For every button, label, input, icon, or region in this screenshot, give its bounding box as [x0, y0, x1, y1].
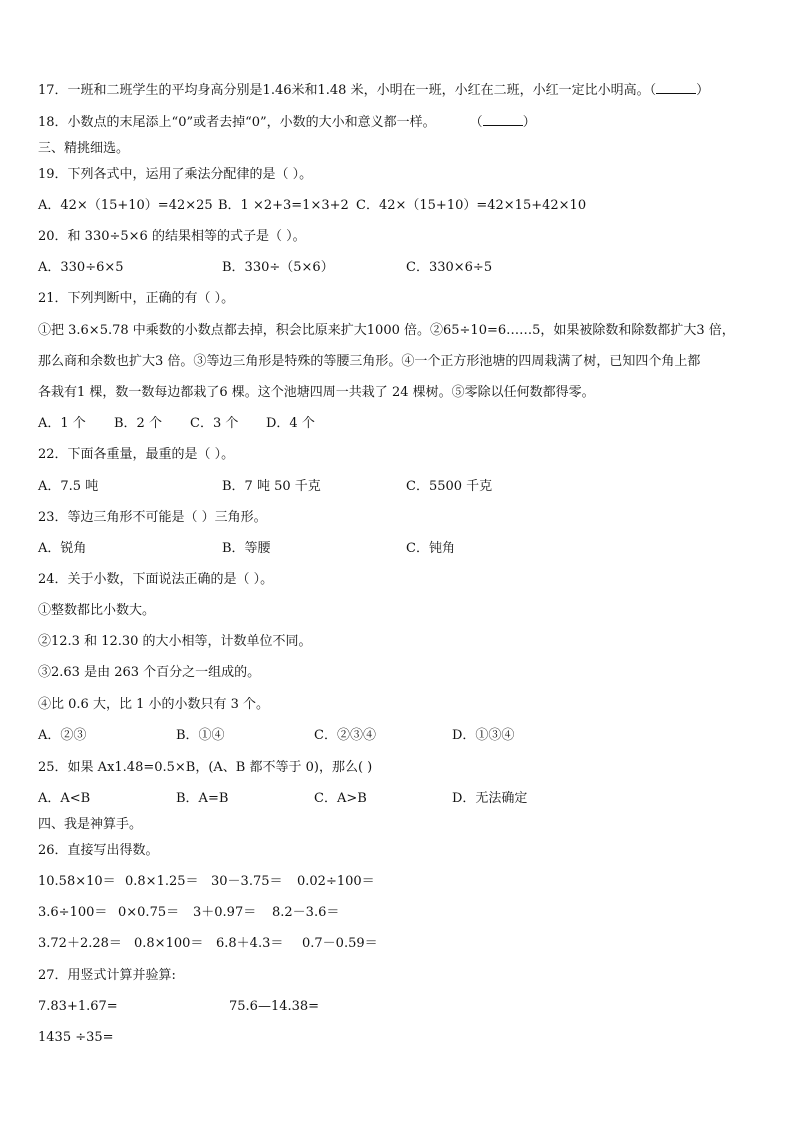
option-24-d[interactable]: D．①③④ — [452, 728, 515, 743]
question-20: 20．和 330÷5×6 的结果相等的式子是（ ）。 — [38, 229, 306, 244]
option-23-b[interactable]: B．等腰 — [222, 541, 271, 556]
calc-item: 0.8×1.25＝ — [125, 874, 199, 889]
question-25: 25．如果 Ax1.48=0.5×B，(A、B 都不等于 0)，那么( ) — [38, 760, 373, 775]
calc-item: 0×0.75＝ — [118, 905, 180, 920]
option-22-c[interactable]: C．5500 千克 — [406, 479, 493, 494]
option-19-b[interactable]: B．1 ×2+3=1×3+2 — [218, 198, 349, 213]
option-24-c[interactable]: C．②③④ — [314, 728, 376, 743]
question-21: 21．下列判断中，正确的有（ ）。 — [38, 291, 235, 306]
calc-item: 6.8＋4.3＝ — [216, 936, 284, 951]
option-19-c[interactable]: C．42×（15+10）=42×15+42×10 — [356, 198, 587, 213]
blank-open: （ — [469, 115, 483, 130]
question-21-statement-line-2: 那么商和余数也扩大3 倍。③等边三角形是特殊的等腰三角形。④一个正方形池塘的四周栽满了树，已知四个角上都 — [38, 354, 701, 369]
answer-blank-18[interactable] — [483, 125, 523, 126]
question-24-statement-2: ②12.3 和 12.30 的大小相等，计数单位不同。 — [38, 634, 312, 649]
answer-blank-17[interactable] — [656, 93, 696, 94]
option-24-b[interactable]: B．①④ — [176, 728, 225, 743]
question-18-text: 18．小数点的末尾添上“0”或者去掉“0”，小数的大小和意义都一样。 — [38, 115, 436, 130]
question-27: 27．用竖式计算并验算: — [38, 968, 176, 983]
blank-close: ） — [696, 83, 710, 98]
option-23-a[interactable]: A．锐角 — [38, 541, 87, 556]
calc-item: 0.02÷100＝ — [297, 874, 375, 889]
question-18 — [38, 115, 536, 131]
option-25-d[interactable]: D．无法确定 — [452, 791, 528, 806]
question-22: 22．下面各重量，最重的是（ ）。 — [38, 447, 235, 462]
calc-item: 0.7－0.59＝ — [302, 936, 378, 951]
option-20-c[interactable]: C．330×6÷5 — [406, 260, 493, 275]
calc-item: 10.58×10＝ — [38, 874, 116, 889]
blank-close: ） — [522, 115, 536, 130]
option-21-d[interactable]: D．4 个 — [266, 416, 315, 431]
option-19-a[interactable]: A．42×（15+10）=42×25 — [38, 198, 213, 213]
option-21-a[interactable]: A．1 个 — [38, 416, 86, 431]
option-25-a[interactable]: A．A<B — [38, 791, 91, 806]
section-3-heading: 三、精挑细选。 — [38, 141, 130, 156]
vertical-calc-item: 75.6—14.38= — [229, 999, 320, 1014]
question-24-statement-1: ①整数都比小数大。 — [38, 603, 156, 618]
option-24-a[interactable]: A．②③ — [38, 728, 87, 743]
question-17-text: 17．一班和二班学生的平均身高分别是1.46米和1.48 米，小明在一班，小红在二班，小红一定比小明高。 — [38, 83, 650, 98]
question-23: 23．等边三角形不可能是（ ）三角形。 — [38, 510, 267, 525]
option-20-a[interactable]: A．330÷6×5 — [38, 260, 124, 275]
option-20-b[interactable]: B．330÷（5×6） — [222, 260, 334, 275]
question-17 — [38, 83, 709, 99]
option-25-b[interactable]: B．A=B — [176, 791, 229, 806]
option-25-c[interactable]: C．A>B — [314, 791, 367, 806]
question-19: 19．下列各式中，运用了乘法分配律的是（ ）。 — [38, 167, 313, 182]
option-23-c[interactable]: C．钝角 — [406, 541, 455, 556]
calc-item: 8.2－3.6＝ — [272, 905, 340, 920]
question-24-statement-4: ④比 0.6 大，比 1 小的小数只有 3 个。 — [38, 697, 270, 712]
question-24: 24．关于小数，下面说法正确的是（ ）。 — [38, 572, 274, 587]
option-21-b[interactable]: B．2 个 — [114, 416, 162, 431]
calc-item: 30－3.75＝ — [211, 874, 283, 889]
calc-item: 3.6÷100＝ — [38, 905, 108, 920]
calc-item: 0.8×100＝ — [134, 936, 204, 951]
vertical-calc-item: 7.83+1.67= — [38, 999, 118, 1014]
calc-item: 3＋0.97＝ — [193, 905, 257, 920]
question-21-statement-line-1: ①把 3.6×5.78 中乘数的小数点都去掉，积会比原来扩大1000 倍。②65÷10=6……5，如果被除数和除数都扩大3 倍， — [38, 323, 735, 338]
option-21-c[interactable]: C．3 个 — [190, 416, 239, 431]
blank-open: （ — [649, 83, 657, 98]
question-24-statement-3: ③2.63 是由 263 个百分之一组成的。 — [38, 665, 261, 680]
option-22-b[interactable]: B．7 吨 50 千克 — [222, 479, 321, 494]
vertical-calc-item: 1435 ÷35= — [38, 1030, 114, 1045]
question-21-statement-line-3: 各栽有1 棵，数一数每边都栽了6 棵。这个池塘四周一共栽了 24 棵树。⑤零除以任何数都得零。 — [38, 385, 595, 400]
calc-item: 3.72＋2.28＝ — [38, 936, 122, 951]
option-22-a[interactable]: A．7.5 吨 — [38, 479, 99, 494]
question-26: 26．直接写出得数。 — [38, 843, 159, 858]
section-4-heading: 四、我是神算手。 — [38, 817, 143, 832]
